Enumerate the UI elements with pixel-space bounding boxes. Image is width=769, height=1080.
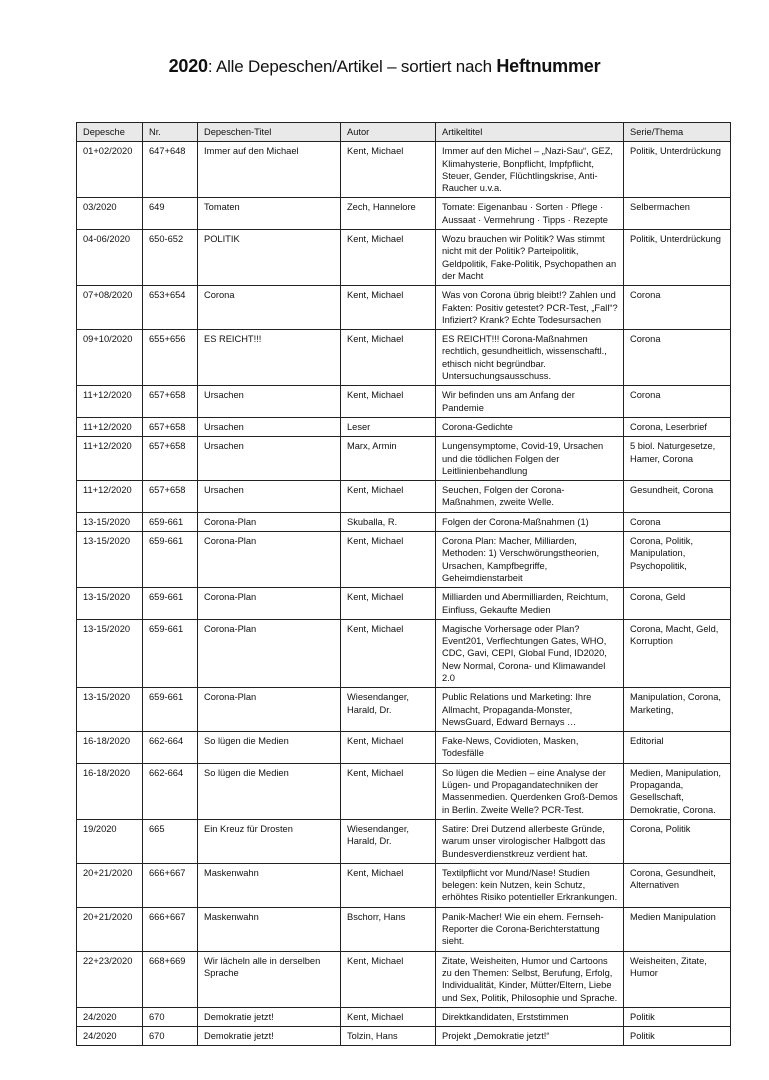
cell-nr: 657+658 xyxy=(143,417,198,436)
header-serie-thema: Serie/Thema xyxy=(624,123,731,142)
cell-autor: Kent, Michael xyxy=(341,230,436,286)
cell-depeschen-titel: Immer auf den Michael xyxy=(198,142,341,198)
table-body xyxy=(77,142,731,1046)
cell-artikeltitel: Satire: Drei Dutzend allerbeste Gründe, warum unser virologischer Halbgott das Bundesverdienstkreuz verdient hat. xyxy=(436,819,624,863)
table-row xyxy=(77,688,731,732)
cell-nr: 659-661 xyxy=(143,688,198,732)
cell-nr: 662-664 xyxy=(143,732,198,764)
cell-nr: 662-664 xyxy=(143,763,198,819)
table-row xyxy=(77,907,731,951)
table-row xyxy=(77,951,731,1007)
cell-autor: Marx, Armin xyxy=(341,437,436,481)
cell-artikeltitel: Tomate: Eigenanbau · Sorten · Pflege · Aussaat · Vermehrung · Tipps · Rezepte xyxy=(436,198,624,230)
cell-autor: Kent, Michael xyxy=(341,1007,436,1026)
cell-autor: Kent, Michael xyxy=(341,732,436,764)
cell-depeschen-titel: Demokratie jetzt! xyxy=(198,1007,341,1026)
cell-artikeltitel: Folgen der Corona-Maßnahmen (1) xyxy=(436,512,624,531)
table-row xyxy=(77,330,731,386)
cell-artikeltitel: So lügen die Medien – eine Analyse der Lügen- und Propagandatechniken der Massenmedien. Querdenken Groß-Demos in Berlin. Zweite Welle? PCR-Test. xyxy=(436,763,624,819)
table-row xyxy=(77,417,731,436)
cell-depeschen-titel: Corona-Plan xyxy=(198,532,341,588)
cell-autor: Kent, Michael xyxy=(341,863,436,907)
cell-artikeltitel: Wir befinden uns am Anfang der Pandemie xyxy=(436,386,624,418)
table-header-row xyxy=(77,123,731,142)
cell-serie-thema: Politik xyxy=(624,1007,731,1026)
cell-depesche: 24/2020 xyxy=(77,1027,143,1046)
cell-serie-thema: Gesundheit, Corona xyxy=(624,481,731,513)
cell-depesche: 20+21/2020 xyxy=(77,907,143,951)
cell-depesche: 03/2020 xyxy=(77,198,143,230)
cell-autor: Wiesendanger, Harald, Dr. xyxy=(341,688,436,732)
cell-serie-thema: Politik, Unterdrückung xyxy=(624,142,731,198)
cell-depesche: 16-18/2020 xyxy=(77,732,143,764)
cell-depeschen-titel: Corona xyxy=(198,286,341,330)
cell-autor: Kent, Michael xyxy=(341,142,436,198)
cell-depeschen-titel: Corona-Plan xyxy=(198,619,341,687)
cell-depesche: 20+21/2020 xyxy=(77,863,143,907)
cell-depesche: 13-15/2020 xyxy=(77,532,143,588)
table-row xyxy=(77,142,731,198)
cell-artikeltitel: Was von Corona übrig bleibt!? Zahlen und Fakten: Positiv getestet? PCR-Test, „Fall“? Infiziert? Krank? Echte Todesursachen xyxy=(436,286,624,330)
cell-depeschen-titel: So lügen die Medien xyxy=(198,732,341,764)
table-row xyxy=(77,198,731,230)
table-row xyxy=(77,437,731,481)
cell-artikeltitel: Direktkandidaten, Erststimmen xyxy=(436,1007,624,1026)
cell-depeschen-titel: Maskenwahn xyxy=(198,907,341,951)
cell-nr: 650-652 xyxy=(143,230,198,286)
header-depesche: Depesche xyxy=(77,123,143,142)
cell-depeschen-titel: Corona-Plan xyxy=(198,588,341,620)
table-row xyxy=(77,763,731,819)
cell-serie-thema: 5 biol. Naturgesetze, Hamer, Corona xyxy=(624,437,731,481)
cell-autor: Kent, Michael xyxy=(341,286,436,330)
table-row xyxy=(77,619,731,687)
table-row xyxy=(77,230,731,286)
cell-depeschen-titel: Ursachen xyxy=(198,437,341,481)
cell-serie-thema: Weisheiten, Zitate, Humor xyxy=(624,951,731,1007)
cell-autor: Zech, Hannelore xyxy=(341,198,436,230)
cell-depeschen-titel: Tomaten xyxy=(198,198,341,230)
cell-autor: Kent, Michael xyxy=(341,532,436,588)
cell-nr: 653+654 xyxy=(143,286,198,330)
cell-depesche: 16-18/2020 xyxy=(77,763,143,819)
cell-artikeltitel: Projekt „Demokratie jetzt!“ xyxy=(436,1027,624,1046)
cell-nr: 666+667 xyxy=(143,863,198,907)
cell-depeschen-titel: ES REICHT!!! xyxy=(198,330,341,386)
header-depeschen-titel: Depeschen-Titel xyxy=(198,123,341,142)
cell-serie-thema: Manipulation, Corona, Marketing, xyxy=(624,688,731,732)
table-row xyxy=(77,481,731,513)
cell-artikeltitel: Milliarden und Abermilliarden, Reichtum, Einfluss, Gekaufte Medien xyxy=(436,588,624,620)
cell-serie-thema: Politik xyxy=(624,1027,731,1046)
cell-autor: Kent, Michael xyxy=(341,951,436,1007)
cell-nr: 655+656 xyxy=(143,330,198,386)
cell-depeschen-titel: Maskenwahn xyxy=(198,863,341,907)
cell-artikeltitel: Lungensymptome, Covid-19, Ursachen und die tödlichen Folgen der Leitlinienbehandlung xyxy=(436,437,624,481)
cell-serie-thema: Corona, Macht, Geld, Korruption xyxy=(624,619,731,687)
cell-nr: 657+658 xyxy=(143,481,198,513)
cell-artikeltitel: Corona-Gedichte xyxy=(436,417,624,436)
cell-nr: 659-661 xyxy=(143,532,198,588)
title-text: : Alle Depeschen/Artikel – sortiert nach xyxy=(207,57,497,76)
cell-artikeltitel: Fake-News, Covidioten, Masken, Todesfälle xyxy=(436,732,624,764)
cell-artikeltitel: Wozu brauchen wir Politik? Was stimmt nicht mit der Politik? Parteipolitik, Geldpolitik, Fake-Politik, Psychopathen an der Macht xyxy=(436,230,624,286)
cell-depesche: 24/2020 xyxy=(77,1007,143,1026)
page-title xyxy=(0,56,769,77)
cell-serie-thema: Corona, Leserbrief xyxy=(624,417,731,436)
cell-nr: 657+658 xyxy=(143,437,198,481)
cell-depeschen-titel: Demokratie jetzt! xyxy=(198,1027,341,1046)
cell-depesche: 07+08/2020 xyxy=(77,286,143,330)
cell-artikeltitel: Magische Vorhersage oder Plan? Event201, Verflechtungen Gates, WHO, CDC, Gavi, CEPI, Global Fund, ID2020, New Normal, Corona- und Klimawandel 2.0 xyxy=(436,619,624,687)
cell-nr: 666+667 xyxy=(143,907,198,951)
cell-depeschen-titel: Corona-Plan xyxy=(198,688,341,732)
header-autor: Autor xyxy=(341,123,436,142)
cell-depeschen-titel: Corona-Plan xyxy=(198,512,341,531)
table-row xyxy=(77,512,731,531)
cell-depeschen-titel: POLITIK xyxy=(198,230,341,286)
cell-autor: Kent, Michael xyxy=(341,588,436,620)
cell-serie-thema: Corona xyxy=(624,386,731,418)
cell-autor: Kent, Michael xyxy=(341,481,436,513)
cell-nr: 647+648 xyxy=(143,142,198,198)
cell-autor: Kent, Michael xyxy=(341,330,436,386)
cell-artikeltitel: Seuchen, Folgen der Corona-Maßnahmen, zweite Welle. xyxy=(436,481,624,513)
articles-table xyxy=(76,122,731,1046)
cell-artikeltitel: Public Relations und Marketing: Ihre Allmacht, Propaganda-Monster, NewsGuard, Edward Bernays … xyxy=(436,688,624,732)
cell-depesche: 04-06/2020 xyxy=(77,230,143,286)
cell-artikeltitel: Immer auf den Michel – „Nazi-Sau“, GEZ, Klimahysterie, Bonpflicht, Impfpflicht, Steuer, Gender, Flüchtlingskrise, Anti-Raucher u.v.a. xyxy=(436,142,624,198)
cell-nr: 659-661 xyxy=(143,512,198,531)
cell-nr: 668+669 xyxy=(143,951,198,1007)
cell-depeschen-titel: Wir lächeln alle in derselben Sprache xyxy=(198,951,341,1007)
header-nr: Nr. xyxy=(143,123,198,142)
cell-serie-thema: Medien, Manipulation, Propaganda, Gesellschaft, Demokratie, Corona. xyxy=(624,763,731,819)
cell-depesche: 22+23/2020 xyxy=(77,951,143,1007)
cell-depesche: 09+10/2020 xyxy=(77,330,143,386)
cell-depesche: 13-15/2020 xyxy=(77,619,143,687)
cell-depesche: 19/2020 xyxy=(77,819,143,863)
cell-depesche: 13-15/2020 xyxy=(77,588,143,620)
table-row xyxy=(77,1027,731,1046)
cell-depesche: 01+02/2020 xyxy=(77,142,143,198)
cell-depeschen-titel: So lügen die Medien xyxy=(198,763,341,819)
cell-nr: 665 xyxy=(143,819,198,863)
cell-autor: Tolzin, Hans xyxy=(341,1027,436,1046)
cell-autor: Kent, Michael xyxy=(341,619,436,687)
table-row xyxy=(77,819,731,863)
cell-serie-thema: Selbermachen xyxy=(624,198,731,230)
cell-nr: 670 xyxy=(143,1027,198,1046)
cell-serie-thema: Editorial xyxy=(624,732,731,764)
table-row xyxy=(77,532,731,588)
table-row xyxy=(77,1007,731,1026)
title-year: 2020 xyxy=(168,56,208,76)
cell-serie-thema: Corona, Politik, Manipulation, Psychopolitik, xyxy=(624,532,731,588)
cell-serie-thema: Corona xyxy=(624,286,731,330)
cell-depesche: 13-15/2020 xyxy=(77,512,143,531)
cell-autor: Kent, Michael xyxy=(341,386,436,418)
cell-serie-thema: Corona, Geld xyxy=(624,588,731,620)
cell-nr: 670 xyxy=(143,1007,198,1026)
cell-serie-thema: Medien Manipulation xyxy=(624,907,731,951)
cell-serie-thema: Corona xyxy=(624,512,731,531)
cell-artikeltitel: Panik-Macher! Wie ein ehem. Fernseh-Reporter die Corona-Berichterstattung sieht. xyxy=(436,907,624,951)
cell-autor: Leser xyxy=(341,417,436,436)
cell-nr: 649 xyxy=(143,198,198,230)
table-row xyxy=(77,588,731,620)
cell-serie-thema: Corona xyxy=(624,330,731,386)
cell-depeschen-titel: Ursachen xyxy=(198,481,341,513)
table-row xyxy=(77,732,731,764)
cell-autor: Wiesendanger, Harald, Dr. xyxy=(341,819,436,863)
cell-autor: Skuballa, R. xyxy=(341,512,436,531)
cell-depesche: 11+12/2020 xyxy=(77,386,143,418)
table-row xyxy=(77,386,731,418)
table-row xyxy=(77,286,731,330)
cell-depeschen-titel: Ursachen xyxy=(198,417,341,436)
cell-depeschen-titel: Ursachen xyxy=(198,386,341,418)
cell-autor: Bschorr, Hans xyxy=(341,907,436,951)
table-row xyxy=(77,863,731,907)
cell-depeschen-titel: Ein Kreuz für Drosten xyxy=(198,819,341,863)
cell-nr: 657+658 xyxy=(143,386,198,418)
cell-depesche: 11+12/2020 xyxy=(77,481,143,513)
cell-serie-thema: Corona, Gesundheit, Alternativen xyxy=(624,863,731,907)
header-artikeltitel: Artikeltitel xyxy=(436,123,624,142)
cell-serie-thema: Politik, Unterdrückung xyxy=(624,230,731,286)
cell-artikeltitel: Corona Plan: Macher, Milliarden, Methoden: 1) Verschwörungstheorien, Ursachen, Kampfbegriffe, Geheimdienstarbeit xyxy=(436,532,624,588)
cell-artikeltitel: ES REICHT!!! Corona-Maßnahmen rechtlich, gesundheitlich, wissenschaftl., ethisch nicht begründbar. Untersuchungsausschuss. xyxy=(436,330,624,386)
cell-serie-thema: Corona, Politik xyxy=(624,819,731,863)
cell-depesche: 11+12/2020 xyxy=(77,417,143,436)
cell-nr: 659-661 xyxy=(143,619,198,687)
cell-depesche: 13-15/2020 xyxy=(77,688,143,732)
cell-nr: 659-661 xyxy=(143,588,198,620)
title-sort-key: Heftnummer xyxy=(496,56,601,76)
cell-autor: Kent, Michael xyxy=(341,763,436,819)
cell-artikeltitel: Textilpflicht vor Mund/Nase! Studien belegen: kein Nutzen, kein Schutz, erhöhtes Risiko potentieller Erkrankungen. xyxy=(436,863,624,907)
cell-depesche: 11+12/2020 xyxy=(77,437,143,481)
cell-artikeltitel: Zitate, Weisheiten, Humor und Cartoons zu den Themen: Selbst, Berufung, Erfolg, Individualität, Kinder, Mütter/Eltern, Liebe und Sex, Politik, Philosophie und Sprache. xyxy=(436,951,624,1007)
